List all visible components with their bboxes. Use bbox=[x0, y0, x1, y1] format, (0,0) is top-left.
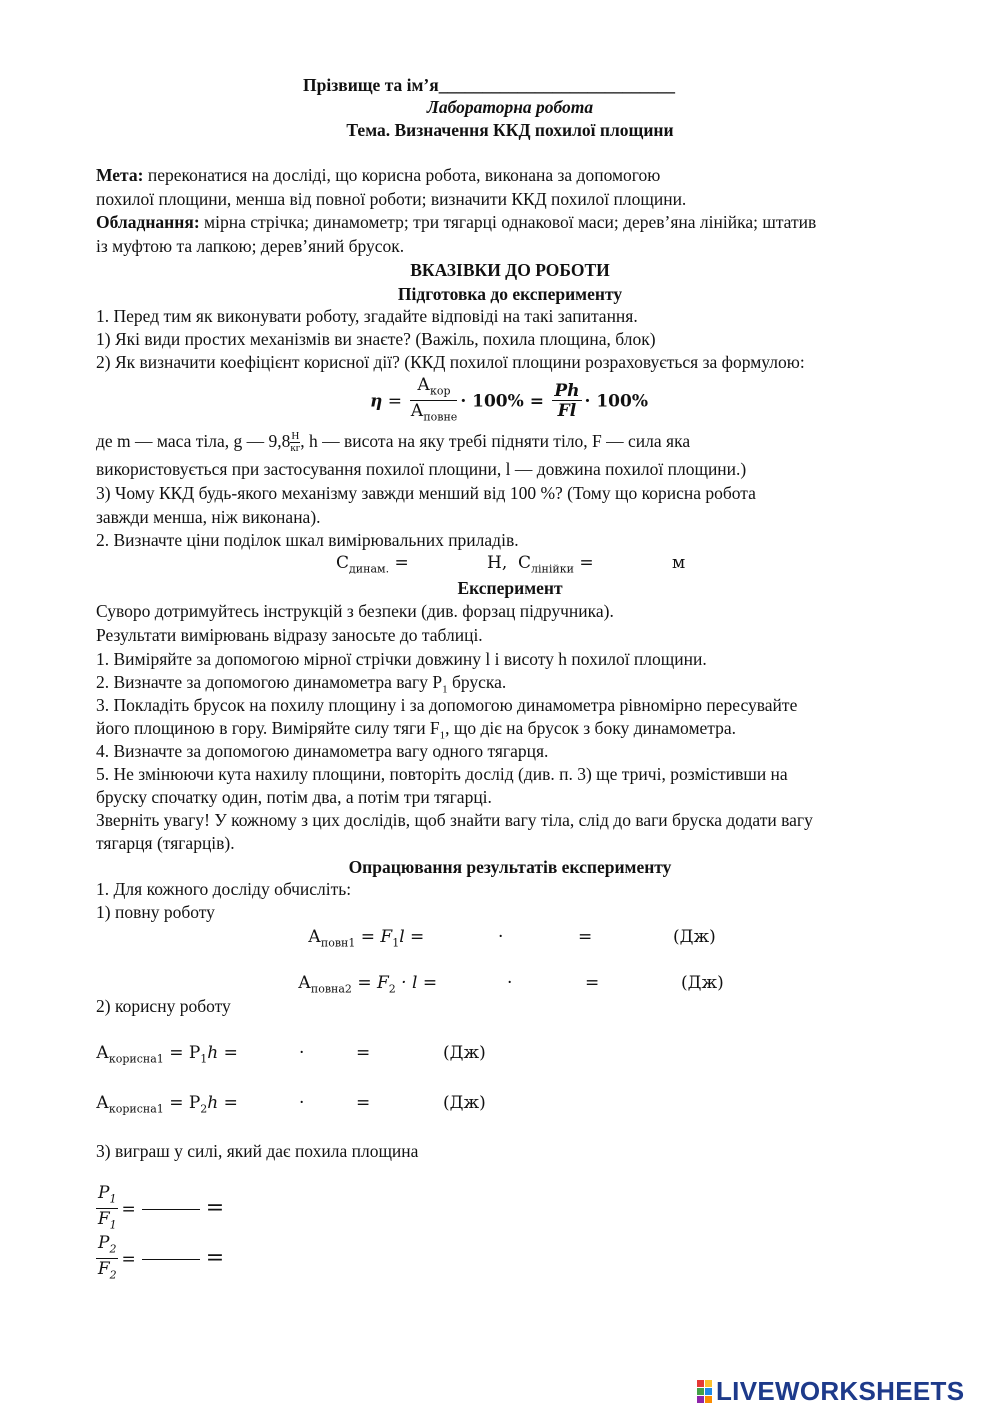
gain-2-fraction: $\frac{P_2}{F_2}$ bbox=[97, 1233, 117, 1282]
gain-2-formula: $\frac{P_2}{F_2}$ = = bbox=[93, 1234, 224, 1286]
useful-work-label: 2) корисну роботу bbox=[96, 996, 231, 1016]
full-work-1-eq: = bbox=[578, 927, 593, 947]
prep-heading: Підготовка до експерименту bbox=[397, 284, 623, 304]
logo-block bbox=[697, 1380, 704, 1387]
instructions-heading: ВКАЗІВКИ ДО РОБОТИ bbox=[410, 260, 610, 280]
gain-1-blank[interactable] bbox=[142, 1209, 200, 1210]
scale-ruler: $С_{лінійки}$ = bbox=[518, 553, 594, 576]
processing-heading: Опрацювання результатів експерименту bbox=[348, 857, 672, 877]
logo-block bbox=[697, 1388, 704, 1395]
logo-block bbox=[697, 1396, 704, 1403]
exp-step-2: 2. Визначте за допомогою динамометра вагу $Р_1$ бруска. bbox=[96, 672, 507, 696]
name-line bbox=[303, 74, 675, 96]
useful-work-1-eq: = bbox=[356, 1043, 371, 1063]
scale-unit-1: Н, bbox=[487, 553, 508, 573]
note-line-2: тягарця (тягарців). bbox=[96, 833, 235, 853]
gain-label: 3) виграш у силі, який дає похила площина bbox=[96, 1141, 419, 1161]
logo-block bbox=[705, 1396, 712, 1403]
question-3-line-2: завжди менша, ніж виконана). bbox=[96, 507, 321, 527]
topic-title: Тема. Визначення ККД похилої площини bbox=[346, 120, 674, 140]
goal-line-1: Мета: переконатися на досліді, що корисна робота, виконана за допомогою bbox=[96, 165, 661, 185]
exp-step-3-line-2: його площиною в гору. Виміряйте силу тяги $F_1$, що діє на брусок з боку динамометра. bbox=[96, 718, 737, 742]
where-line-1: де m — маса тіла, g — 9,8 $\frac{Н}{кг}$, h — висота на яку требі підняти тіло, F — сила яка bbox=[96, 430, 691, 455]
useful-work-2-unit: (Дж) bbox=[443, 1093, 486, 1113]
where-line-2: використовується при застосування похилої площини, l — довжина похилої площини.) bbox=[96, 459, 747, 479]
name-blank[interactable]: ___________________________ bbox=[438, 75, 675, 95]
gain-2-blank[interactable] bbox=[142, 1259, 200, 1260]
useful-work-1-dot: · bbox=[299, 1043, 305, 1063]
useful-work-2-eq: = bbox=[356, 1093, 371, 1113]
exp-step-5-line-2: бруску спочатку один, потім два, а потім три тягарці. bbox=[96, 787, 492, 807]
liveworksheets-logo bbox=[697, 1375, 965, 1406]
experiment-heading: Експеримент bbox=[457, 578, 563, 598]
name-label: Прізвище та ім’я bbox=[303, 75, 439, 95]
useful-work-2-dot: · bbox=[299, 1093, 305, 1113]
question-2: 2) Як визначити коефіцієнт корисної дії? (ККД похилої площини розраховується за формулою: bbox=[96, 352, 805, 372]
useful-work-1-unit: (Дж) bbox=[443, 1043, 486, 1063]
full-work-2-unit: (Дж) bbox=[681, 973, 724, 993]
prep-item-1: 1. Перед тим як виконувати роботу, згадайте відповіді на такі запитання. bbox=[96, 306, 638, 326]
lab-title: Лабораторна робота bbox=[426, 97, 594, 117]
fraction-a: $\frac{А_{кор}}{А_{повне}}$ bbox=[410, 375, 458, 424]
logo-block bbox=[705, 1380, 712, 1387]
safety-line: Суворо дотримуйтесь інструкцій з безпеки (див. форзац підручника). bbox=[96, 601, 614, 621]
fraction-ph: $\frac{Ph}{Fl}$ bbox=[554, 381, 580, 422]
full-work-2-dot: · bbox=[507, 973, 513, 993]
equipment-line-1: Обладнання: мірна стрічка; динамометр; три тягарці однакової маси; дерев’яна лінійка; штатив bbox=[96, 212, 817, 232]
full-work-1-unit: (Дж) bbox=[673, 927, 716, 947]
efficiency-formula: η = $\frac{А_{кор}}{А_{повне}}$ · 100% = $\frac{Ph}{Fl}$ · 100% bbox=[370, 376, 648, 428]
processing-item-1: 1. Для кожного досліду обчисліть: bbox=[96, 879, 352, 899]
results-line: Результати вимірювань відразу заносьте до таблиці. bbox=[96, 625, 483, 645]
full-work-1-dot: · bbox=[498, 927, 504, 947]
goal-label: Мета: bbox=[96, 165, 144, 185]
full-work-1-formula: $А_{повн1} = F_1l$ = bbox=[308, 927, 425, 950]
equipment-label: Обладнання: bbox=[96, 212, 200, 232]
full-work-label: 1) повну роботу bbox=[96, 902, 215, 922]
logo-blocks-icon bbox=[697, 1380, 712, 1403]
logo-block bbox=[705, 1388, 712, 1395]
exp-step-3-line-1: 3. Покладіть брусок на похилу площину і за допомогою динамометра рівномірно пересувайте bbox=[96, 695, 798, 715]
gain-1-fraction: $\frac{P_1}{F_1}$ bbox=[97, 1183, 117, 1232]
exp-step-1: 1. Виміряйте за допомогою мірної стрічки довжину l і висоту h похилої площини. bbox=[96, 649, 707, 669]
exp-step-5-line-1: 5. Не змінюючи кута нахилу площини, повторіть дослід (див. п. 3) ще тричі, розмістивши на bbox=[96, 764, 788, 784]
logo-text: LIVEWORKSHEETS bbox=[716, 1375, 965, 1406]
unit-fraction: $\frac{Н}{кг}$ bbox=[290, 430, 301, 455]
goal-line-2: похилої площини, менша від повної роботи; визначити ККД похилої площини. bbox=[96, 189, 687, 209]
question-3-line-1: 3) Чому ККД будь-якого механізму завжди менший від 100 %? (Тому що корисна робота bbox=[96, 483, 756, 503]
equipment-line-2: із муфтою та лапкою; дерев’яний брусок. bbox=[96, 236, 405, 256]
scale-division-line: $С_{динам.}$ = bbox=[336, 553, 409, 576]
question-1: 1) Які види простих механізмів ви знаєте? (Важіль, похила площина, блок) bbox=[96, 329, 656, 349]
exp-step-4: 4. Визначте за допомогою динамометра вагу одного тягарця. bbox=[96, 741, 549, 761]
scale-unit-2: м bbox=[672, 553, 686, 573]
useful-work-2-formula: $А_{корисна1} = Р_2h$ = bbox=[96, 1093, 238, 1116]
full-work-2-eq: = bbox=[585, 973, 600, 993]
prep-item-2: 2. Визначте ціни поділок шкал вимірювальних приладів. bbox=[96, 530, 519, 550]
useful-work-1-formula: $А_{корисна1} = Р_1h$ = bbox=[96, 1043, 238, 1066]
note-line-1: Зверніть увагу! У кожному з цих дослідів, щоб знайти вагу тіла, слід до ваги бруска додати вагу bbox=[96, 810, 813, 830]
full-work-2-formula: $А_{повна2} = F_2 \cdot l$ = bbox=[298, 973, 438, 996]
gain-1-formula: $\frac{P_1}{F_1}$ = = bbox=[93, 1184, 224, 1236]
